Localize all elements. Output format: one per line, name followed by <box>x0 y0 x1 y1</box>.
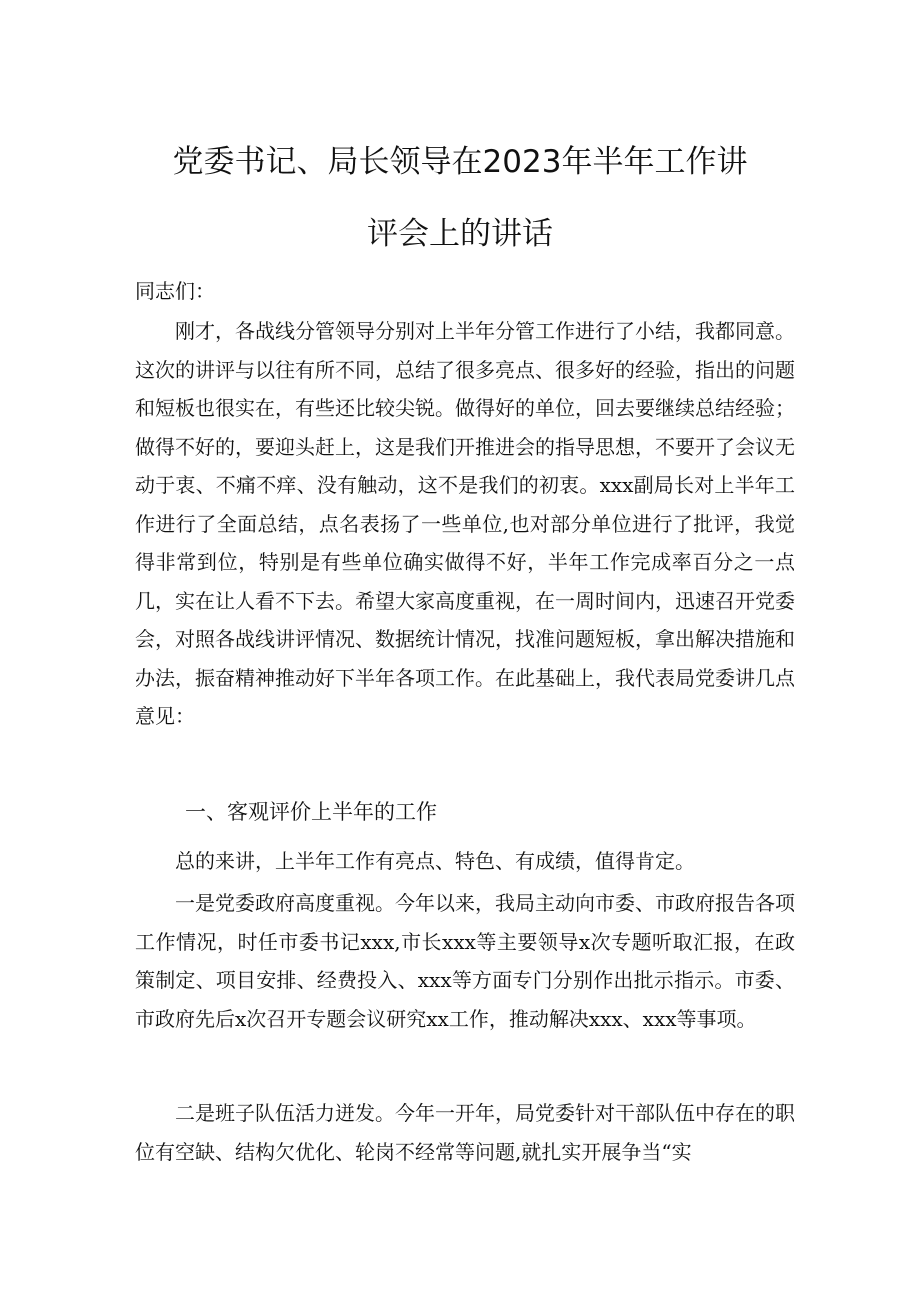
document-title-line-1: 党委书记、局长领导在2023年半年工作讲 <box>172 144 748 180</box>
section-heading-1: 一、客观评价上半年的工作 <box>185 800 437 824</box>
paragraph-summary: 总的来讲，上半年工作有亮点、特色、有成绩，值得肯定。 <box>175 849 695 873</box>
paragraph-intro: 刚才，各战线分管领导分别对上半年分管工作进行了小结，我都同意。这次的讲评与以往有所不同，总结了很多亮点、很多好的经验，指出的问题和短板也很实在，有些还比较尖锐。做得好的单位，回去要继续总结经验；做得不好的，要迎头赶上，这是我们开推进会的指导思想，不要开了会议无动于衷、不痛不痒、没有触动，这不是我们的初衷。xxx副局长对上半年工作进行了全面总结，点名表扬了一些单位,也对部分单位进行了批评，我觉得非常到位，特别是有些单位确实做得不好，半年工作完成率百分之一点几，实在让人看不下去。希望大家高度重视，在一周时间内，迅速召开党委会，对照各战线讲评情况、数据统计情况，找准问题短板，拿出解决措施和办法，振奋精神推动好下半年各项工作。在此基础上，我代表局党委讲几点意见： <box>135 319 795 728</box>
salutation: 同志们： <box>135 279 215 303</box>
paragraph-point-2: 二是班子队伍活力迸发。今年一开年，局党委针对干部队伍中存在的职位有空缺、结构欠优化、轮岗不经常等问题,就扎实开展争当“实 <box>135 1101 795 1164</box>
paragraph-point-1: 一是党委政府高度重视。今年以来，我局主动向市委、市政府报告各项工作情况，时任市委书记xxx,市长xxx等主要领导x次专题听取汇报，在政策制定、项目安排、经费投入、xxx等方面专门分别作出批示指示。市委、市政府先后x次召开专题会议研究xx工作，推动解决xxx、xxx等事项。 <box>135 891 795 1031</box>
document-title-line-2: 评会上的讲话 <box>367 216 553 252</box>
